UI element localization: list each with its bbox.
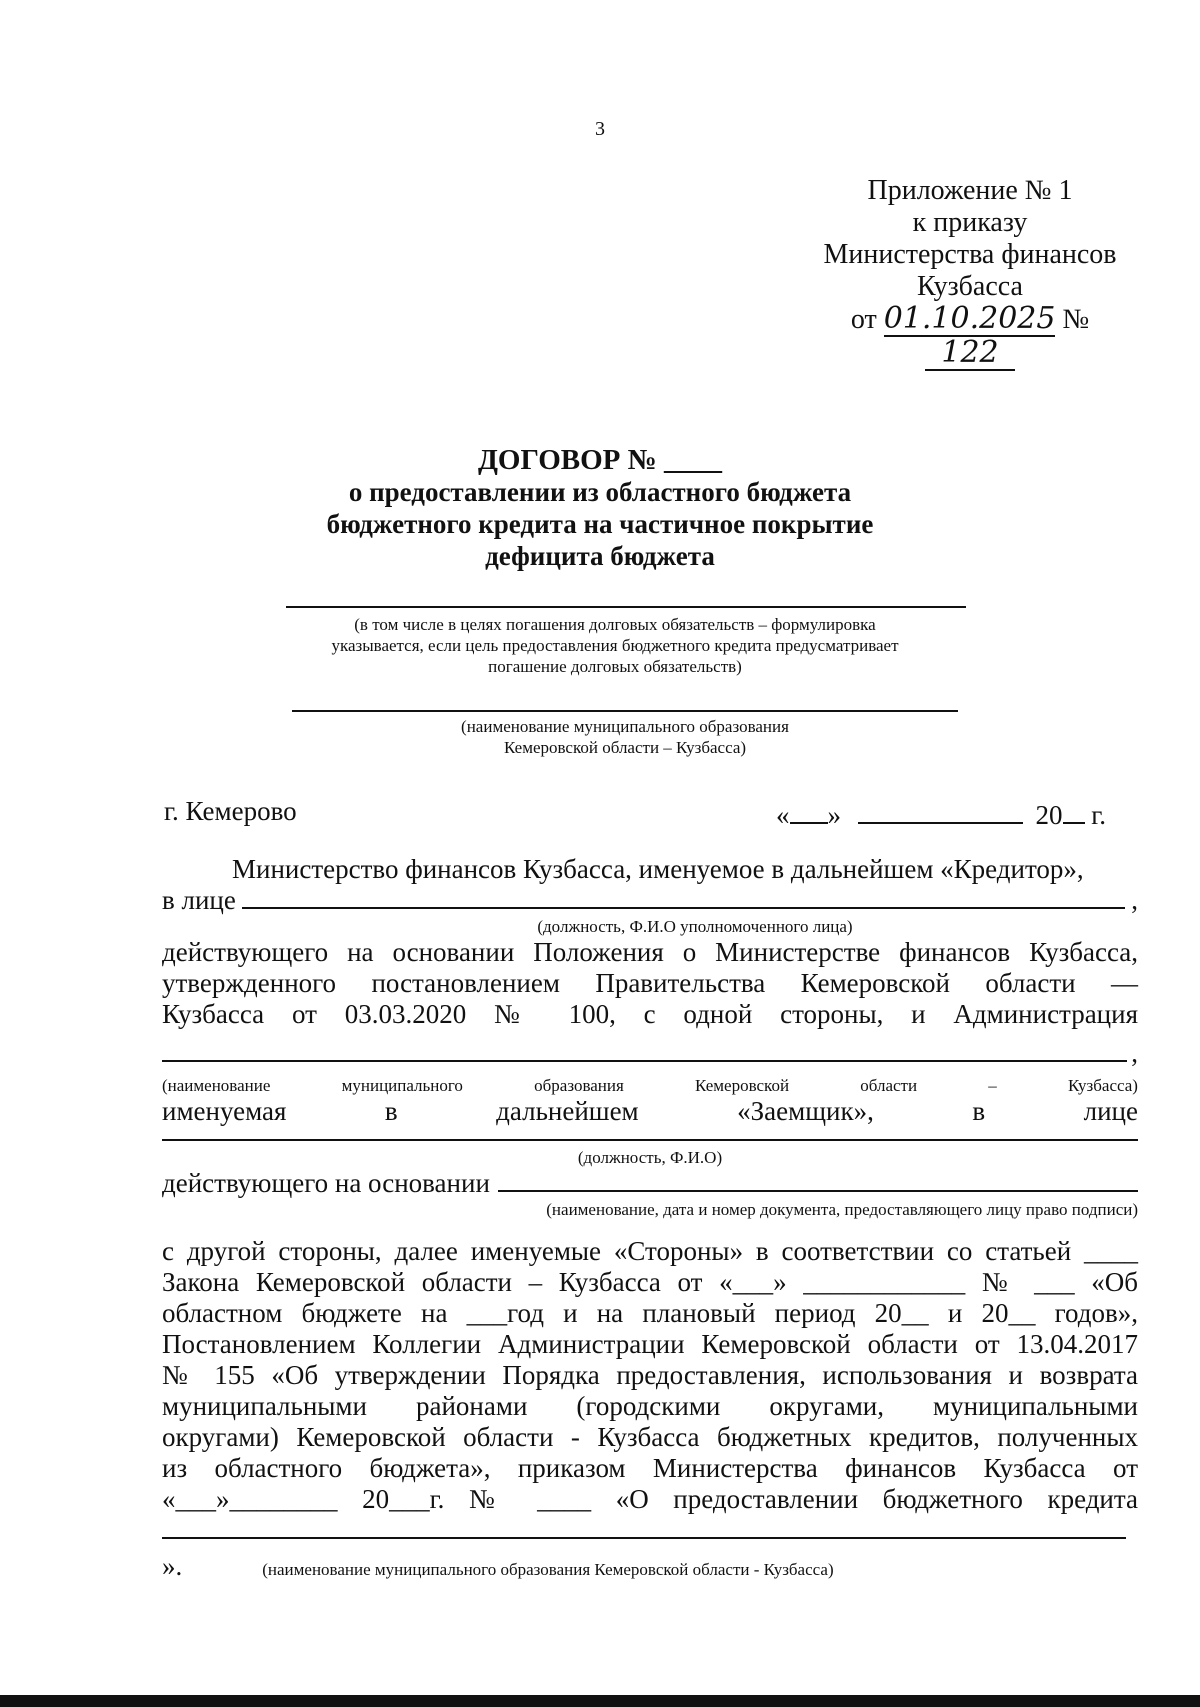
- caption2-word: (наименование: [162, 1076, 271, 1095]
- day-blank: [790, 800, 828, 824]
- caption2-word: Кузбасса): [1067, 1076, 1138, 1095]
- purpose-note-line-2: указывается, если цель предоставления бюджетного кредита предусматривает: [331, 636, 899, 655]
- para1-line-7: [162, 1096, 1138, 1127]
- para1-line-2: [162, 885, 1138, 916]
- para1-line-1: Министерство финансов Кузбасса, именуемое в дальнейшем «Кредитор»,: [232, 854, 1084, 884]
- caption2-word: Кемеровской: [695, 1076, 790, 1095]
- number-label: №: [1062, 304, 1090, 335]
- paragraph-2: [162, 1236, 1138, 1582]
- appendix-block: [810, 175, 1130, 371]
- line7-word: именуемая: [162, 1096, 287, 1126]
- municipality-note: [292, 716, 958, 758]
- title-line-1: ДОГОВОР № ____: [477, 444, 723, 476]
- basis-document-blank: [498, 1168, 1138, 1192]
- line7-word: в: [972, 1096, 986, 1126]
- para1-line2-prefix: в лице: [162, 885, 236, 915]
- para2-line-6: муниципальными районами (городскими округами, муниципальными: [162, 1391, 1138, 1421]
- municipality-name-blank: [162, 1537, 1126, 1539]
- caption2-word: образования: [534, 1076, 624, 1095]
- para2-line-9: «___»________ 20___г. № ____ «О предоставлении бюджетного кредита: [162, 1484, 1138, 1514]
- para2-line-8: из областного бюджета», приказом Министерства финансов Кузбасса от: [162, 1453, 1138, 1483]
- municipality-note-line-1: (наименование муниципального образования: [461, 717, 789, 736]
- caption2-word: области: [860, 1076, 918, 1095]
- para1-line-8: [162, 1168, 1138, 1199]
- caption-administration: [162, 1075, 1138, 1096]
- title-line-4: дефицита бюджета: [485, 541, 715, 571]
- contract-title: [0, 444, 1200, 572]
- administration-name-blank: [162, 1038, 1127, 1062]
- para2-line-7: округами) Кемеровской области - Кузбасса бюджетных кредитов, полученных: [162, 1422, 1138, 1452]
- line7-word: дальнейшем: [496, 1096, 639, 1126]
- scan-edge-bar: [0, 1695, 1200, 1707]
- purpose-note: [220, 614, 1010, 677]
- appendix-line-2: к приказу: [912, 207, 1028, 238]
- authorized-person-blank: [242, 885, 1125, 909]
- title-line-3: бюджетного кредита на частичное покрытие: [326, 509, 874, 539]
- purpose-note-line-1: (в том числе в целях погашения долговых обязательств – формулировка: [354, 615, 876, 634]
- municipality-note-line-2: Кемеровской области – Кузбасса): [503, 738, 747, 757]
- para2-line-2: Закона Кемеровской области – Кузбасса от «___» ____________ № ___ «Об: [162, 1267, 1138, 1297]
- paragraph-1: [162, 854, 1138, 1220]
- para1-line8-prefix: действующего на основании: [162, 1168, 490, 1198]
- para1-line-4: утвержденного постановлением Правительства Кемеровской области —: [162, 968, 1138, 998]
- purpose-note-line-3: погашение долговых обязательств): [488, 657, 742, 676]
- para1-line6-suffix: ,: [1131, 1038, 1138, 1068]
- line7-word: лице: [1083, 1096, 1138, 1126]
- handwritten-number: 122: [925, 337, 1015, 371]
- appendix-line-1: Приложение № 1: [867, 175, 1073, 206]
- line7-word: в: [384, 1096, 398, 1126]
- caption-authorized-person: (должность, Ф.И.О уполномоченного лица): [537, 917, 853, 936]
- para1-line2-suffix: ,: [1131, 885, 1138, 915]
- year-suffix: г.: [1091, 800, 1107, 830]
- line7-word: «Заемщик»,: [737, 1096, 874, 1126]
- appendix-line-3: Министерства финансов: [823, 239, 1117, 270]
- caption-municipality-end: (наименование муниципального образования Кемеровской области - Кузбасса): [262, 1560, 834, 1579]
- para2-line-4: Постановлением Коллегии Администрации Кемеровской области от 13.04.2017: [162, 1329, 1138, 1359]
- closing-quote: ».: [162, 1551, 183, 1581]
- handwritten-date: 01.10.2025: [883, 301, 1056, 336]
- from-label: от: [850, 304, 877, 335]
- city: г. Кемерово: [164, 796, 297, 826]
- month-blank: [858, 800, 1023, 824]
- contract-date-line: [776, 800, 1106, 831]
- caption-borrower-person: (должность, Ф.И.О): [577, 1148, 723, 1167]
- caption2-word: –: [988, 1076, 997, 1095]
- date-open-quote: «: [776, 800, 790, 830]
- appendix-order-line: [810, 303, 1130, 371]
- para1-line-3: действующего на основании Положения о Министерстве финансов Кузбасса,: [162, 937, 1138, 967]
- para1-line-6: [162, 1038, 1138, 1069]
- page-number: 3: [595, 118, 605, 140]
- borrower-person-blank: [162, 1139, 1138, 1141]
- para2-line-3: областном бюджете на ___год и на плановый период 20__ и 20__ годов»,: [162, 1298, 1138, 1328]
- date-close-quote: »: [827, 800, 841, 830]
- title-line-2: о предоставлении из областного бюджета: [348, 477, 852, 507]
- caption2-word: муниципального: [341, 1076, 463, 1095]
- caption-basis-document: (наименование, дата и номер документа, предоставляющего лицу право подписи): [546, 1200, 1138, 1219]
- blank-line-municipality: [292, 710, 958, 712]
- year-blank: [1063, 800, 1085, 824]
- para2-line-5: № 155 «Об утверждении Порядка предоставления, использования и возврата: [162, 1360, 1138, 1390]
- blank-line-purpose: [286, 606, 966, 608]
- year-prefix: 20: [1035, 800, 1063, 830]
- para2-line-1: с другой стороны, далее именуемые «Стороны» в соответствии со статьей ____: [162, 1236, 1138, 1266]
- para2-ending: [162, 1551, 1138, 1582]
- para1-line-5: Кузбасса от 03.03.2020 № 100, с одной стороны, и Администрация: [162, 999, 1138, 1029]
- appendix-line-4: Кузбасса: [917, 271, 1023, 302]
